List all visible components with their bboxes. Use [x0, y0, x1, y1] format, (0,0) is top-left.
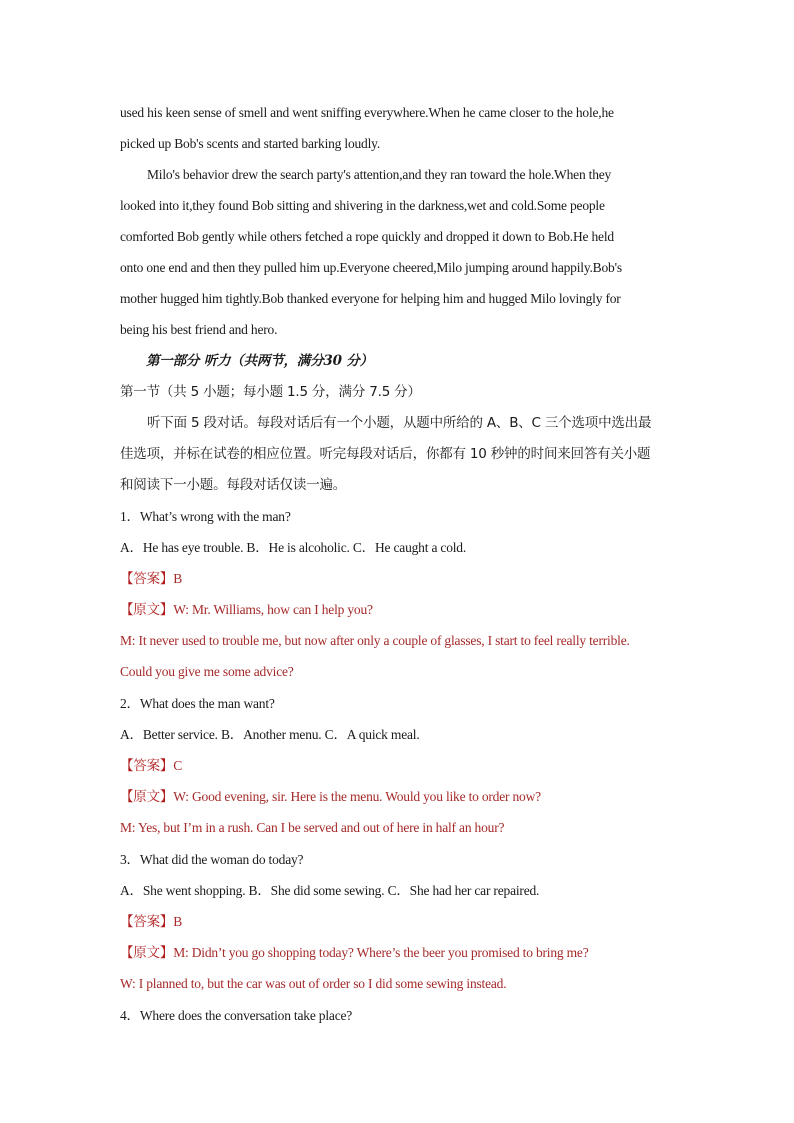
story-line-4: looked into it,they found Bob sitting and shivering in the darkness,wet and cold.Some people: [120, 198, 605, 213]
answer-label: 【答案】: [120, 758, 174, 774]
story-line-8: being his best friend and hero.: [120, 322, 278, 337]
question-4: 4．Where does the conversation take place?: [120, 1008, 353, 1023]
story-line-5: comforted Bob gently while others fetched a rope quickly and dropped it down to Bob.He held: [120, 229, 614, 244]
instruction-line-1: 听下面 5 段对话。每段对话后有一个小题，从题中所给的 A、B、C 三个选项中选出最: [147, 415, 652, 431]
transcript-label: 【原文】: [120, 602, 174, 618]
answer-label: 【答案】: [120, 571, 174, 587]
question-1-transcript-1: [120, 600, 690, 620]
story-line-1: used his keen sense of smell and went sniffing everywhere.When he came closer to the hole,he: [120, 105, 614, 120]
answer-label: 【答案】: [120, 914, 174, 930]
story-line-7: mother hugged him tightly.Bob thanked everyone for helping him and hugged Milo lovingly for: [120, 291, 621, 306]
question-2-transcript-2: M: Yes, but I’m in a rush. Can I be served and out of here in half an hour?: [120, 820, 505, 835]
transcript-text: M: Didn’t you go shopping today? Where’s the beer you promised to bring me?: [173, 945, 589, 960]
answer-value: C: [173, 758, 183, 773]
question-1: 1．What’s wrong with the man?: [120, 509, 291, 524]
story-line-6: onto one end and then they pulled him up.Everyone cheered,Milo jumping around happily.Bob's: [120, 260, 622, 275]
section-subheading: 第一节（共 5 小题；每小题 1.5 分，满分 7.5 分）: [120, 384, 421, 400]
transcript-text: W: Good evening, sir. Here is the menu. Would you like to order now?: [173, 789, 541, 804]
story-line-2: picked up Bob's scents and started barking loudly.: [120, 136, 381, 151]
part-heading: 第一部分 听力（共两节，满分30 分）: [146, 353, 373, 369]
question-3-transcript-2: W: I planned to, but the car was out of order so I did some sewing instead.: [120, 976, 507, 991]
answer-value: B: [173, 571, 183, 586]
question-3-answer: [120, 912, 690, 932]
question-1-options: A．He has eye trouble. B．He is alcoholic. C．He caught a cold.: [120, 540, 467, 555]
question-1-transcript-3: Could you give me some advice?: [120, 664, 294, 679]
question-1-answer: [120, 569, 690, 589]
question-3-options: A．She went shopping. B．She did some sewing. C．She had her car repaired.: [120, 883, 540, 898]
answer-value: B: [173, 914, 183, 929]
question-2-answer: [120, 756, 690, 776]
instruction-line-3: 和阅读下一小题。每段对话仅读一遍。: [120, 477, 347, 493]
transcript-label: 【原文】: [120, 789, 174, 805]
question-3-transcript-1: [120, 943, 690, 963]
question-1-transcript-2: M: It never used to trouble me, but now after only a couple of glasses, I start to feel really terrible.: [120, 633, 630, 648]
transcript-label: 【原文】: [120, 945, 174, 961]
question-2-options: A．Better service. B．Another menu. C．A quick meal.: [120, 727, 420, 742]
question-2-transcript-1: [120, 787, 690, 807]
question-2: 2．What does the man want?: [120, 696, 275, 711]
story-line-3: Milo's behavior drew the search party's attention,and they ran toward the hole.When they: [147, 167, 612, 182]
instruction-line-2: 佳选项，并标在试卷的相应位置。听完每段对话后，你都有 10 秒钟的时间来回答有关小题: [120, 446, 651, 462]
transcript-text: W: Mr. Williams, how can I help you?: [173, 602, 373, 617]
question-3: 3．What did the woman do today?: [120, 852, 304, 867]
